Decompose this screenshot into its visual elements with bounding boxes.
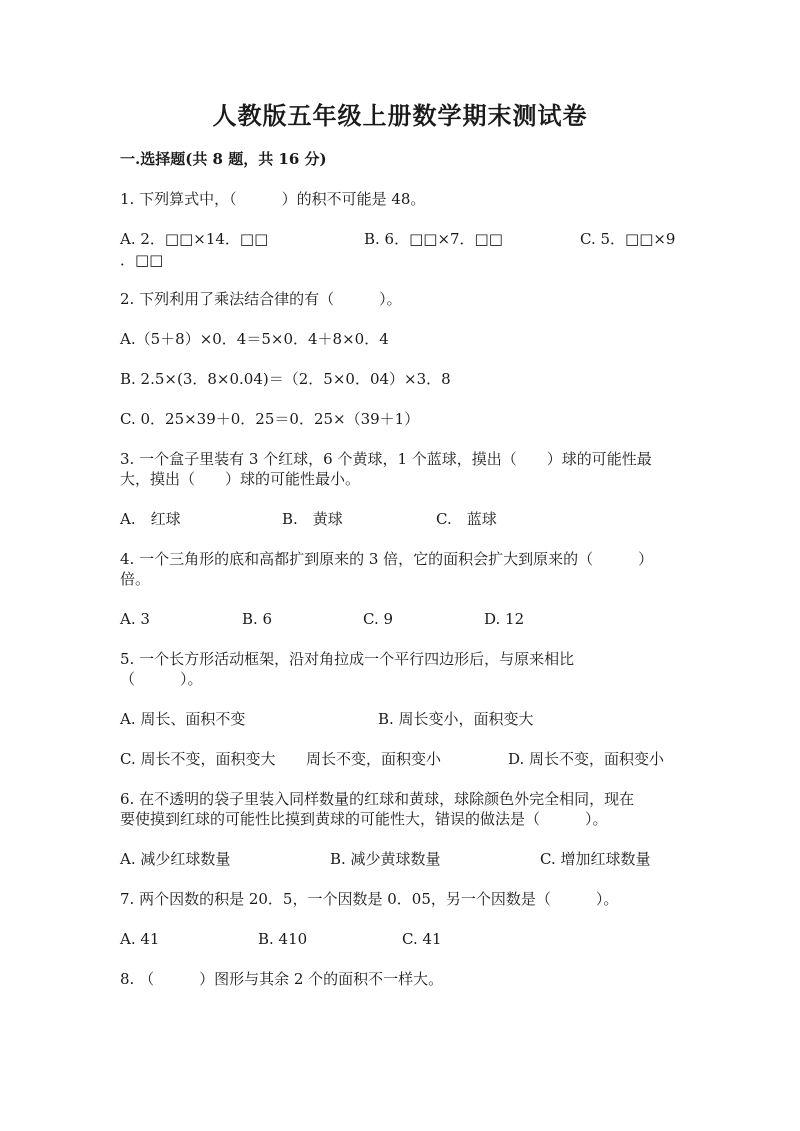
question-4-stem-line-1: 4. 一个三角形的底和高都扩到原来的 3 倍，它的面积会扩大到原来的（ ） (120, 550, 654, 568)
question-5-stem-line-1: 5. 一个长方形活动框架，沿对角拉成一个平行四边形后，与原来相比 (120, 650, 575, 668)
section-heading: 一.选择题(共 8 题，共 16 分) (120, 150, 327, 168)
question-5-option-d: D. 周长不变，面积变小 (508, 750, 665, 768)
question-2-option-c: C. 0．25×39＋0．25＝0．25×（39＋1） (120, 410, 420, 428)
question-6-option-a: A. 减少红球数量 (120, 850, 231, 868)
question-4-option-b: B. 6 (242, 610, 273, 628)
question-1-option-a: A. 2．□□×14．□□ (120, 230, 269, 248)
question-7-option-b: B. 410 (258, 930, 308, 948)
question-1-option-c-continued: ．□□ (120, 251, 164, 269)
question-1-stem: 1. 下列算式中，（ ）的积不可能是 48。 (120, 190, 426, 208)
question-4-option-a: A. 3 (120, 610, 150, 628)
question-6-option-c: C. 增加红球数量 (540, 850, 651, 868)
question-1-option-b: B. 6．□□×7．□□ (364, 230, 503, 248)
question-4-option-d: D. 12 (484, 610, 525, 628)
question-2-option-b: B. 2.5×(3．8×0.04)＝（2．5×0．04）×3．8 (120, 370, 451, 388)
page-title: 人教版五年级上册数学期末测试卷 (212, 101, 588, 130)
question-3-stem-line-2: 大，摸出（ ）球的可能性最小。 (120, 470, 361, 488)
question-5-option-a: A. 周长、面积不变 (120, 710, 246, 728)
question-3-option-b: B. 黄球 (282, 510, 343, 528)
question-7-option-a: A. 41 (120, 930, 160, 948)
question-1-option-c: C. 5．□□×9 (580, 230, 676, 248)
question-6-option-b: B. 减少黄球数量 (330, 850, 441, 868)
question-2-option-a: A.（5＋8）×0．4＝5×0．4＋8×0．4 (120, 330, 389, 348)
question-8-stem: 8. （ ）图形与其余 2 个的面积不一样大。 (120, 970, 444, 988)
question-4-option-c: C. 9 (363, 610, 394, 628)
question-5-stem-line-2: （ ）。 (120, 670, 203, 688)
question-7-option-c: C. 41 (402, 930, 442, 948)
question-5-option-c: C. 周长不变，面积变大 (120, 750, 276, 768)
question-5-option-b: B. 周长变小，面积变大 (378, 710, 534, 728)
question-6-stem-line-2: 要使摸到红球的可能性比摸到黄球的可能性大，错误的做法是（ ）。 (120, 810, 608, 828)
question-4-stem-line-2: 倍。 (120, 570, 151, 588)
question-6-stem-line-1: 6. 在不透明的袋子里装入同样数量的红球和黄球，球除颜色外完全相同，现在 (120, 790, 635, 808)
question-3-option-c: C. 蓝球 (436, 510, 497, 528)
question-3-stem-line-1: 3. 一个盒子里装有 3 个红球，6 个黄球，1 个蓝球，摸出（ ）球的可能性最 (120, 450, 652, 468)
question-7-stem: 7. 两个因数的积是 20．5，一个因数是 0．05，另一个因数是（ ）。 (120, 890, 619, 908)
question-3-option-a: A. 红球 (120, 510, 181, 528)
question-2-stem: 2. 下列利用了乘法结合律的有（ ）。 (120, 290, 402, 308)
question-5-option-c-extra: 周长不变，面积变小 (306, 750, 442, 768)
